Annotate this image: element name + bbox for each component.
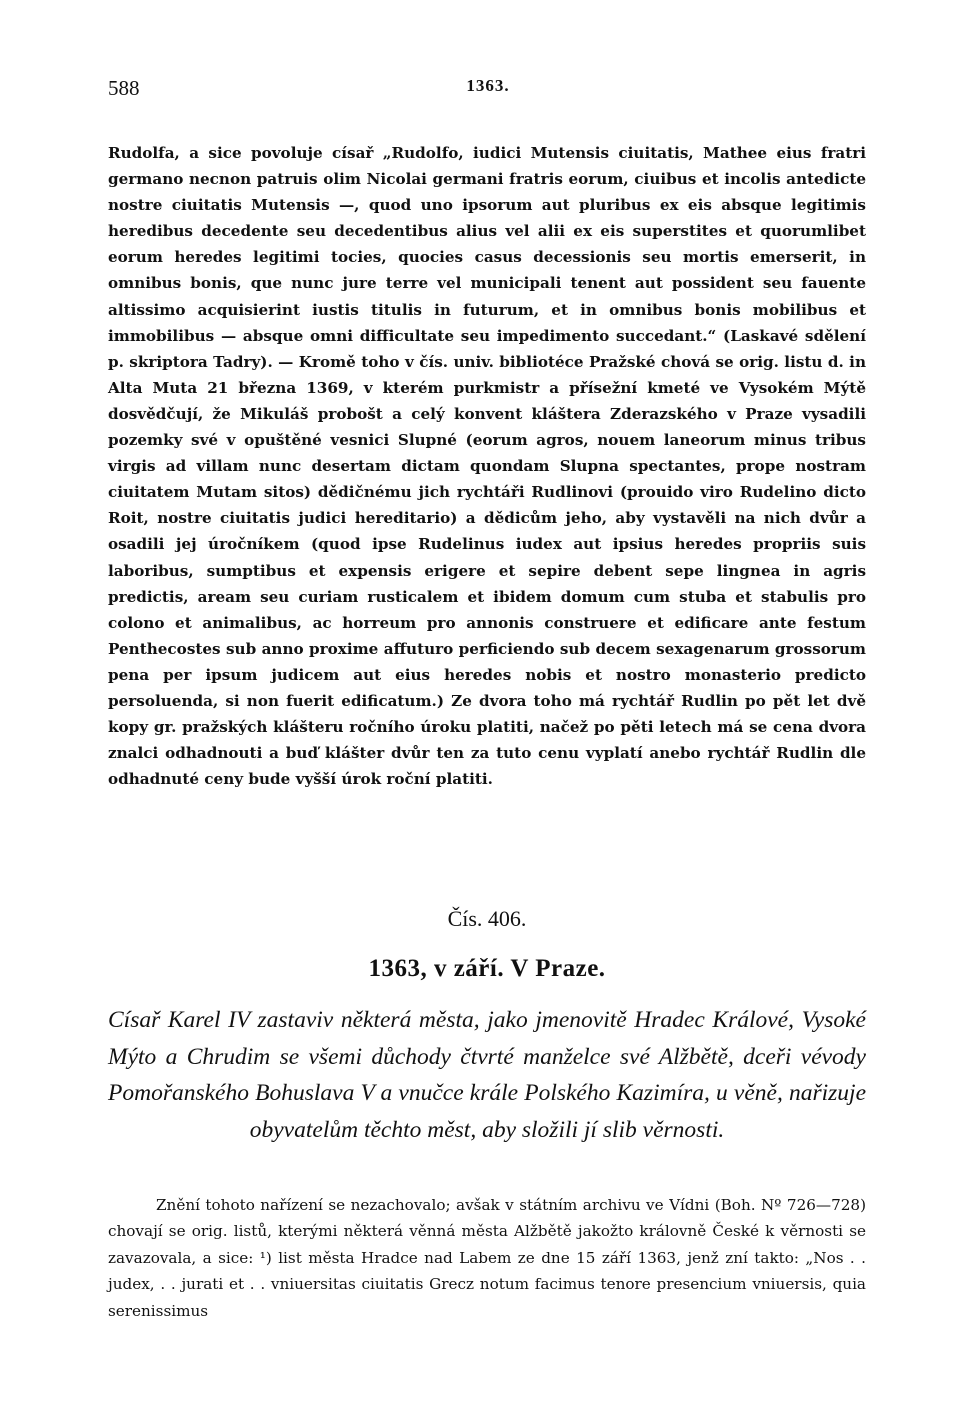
header-year: 1363.: [466, 76, 510, 95]
note-paragraph: Znění tohoto nařízení se nezachovalo; avšak v státním archivu ve Vídni (Boh. Nº 726—728) chovají se orig. listů, kterými některá věnná města Alžbětě jakožto královně České k věrnosti se zavazovala, a sice: ¹) list města Hradce nad Labem ze dne 15 září 1363, jenž zní takto: „Nos . . judex, . . jurati et . . vniuersitas ciuitatis Grecz notum facimus tenore presencium vniuersis, quia serenissimus: [108, 1196, 866, 1320]
running-header: [108, 76, 868, 106]
document-number: Čís. 406.: [447, 906, 527, 931]
body-paragraph: Rudolfa, a sice povoluje císař „Rudolfo, iudici Mutensis ciuitatis, Mathee eius fratri germano necnon patruis olim Nicolai germani fratris eorum, ciuibus et incolis antedicte nostre ciuitatis Mutensis —, quod uno ipsorum aut pluribus ex eis absque legitimis heredibus decedente seu decedentibus alius vel alii ex eis superstites et quorumlibet eorum heredes legitimi tocies, quocies casus decessionis seu mortis emerserit, in omnibus bonis, que nunc jure terre vel municipali tenent aut possident seu fauente altissimo acquisierint iustis titulis in futurum, et in omnibus bonis mobilibus et immobilibus — absque omni difficultate seu impedimento succedant.“ (Laskavé sdělení p. skriptora Tadry). — Kromě toho v čís. univ. bibliotéce Pražské chová se orig. listu d. in Alta Muta 21 března 1369, v kterém purkmistr a přísežní kmeté ve Vysokém Mýtě dosvědčují, že Mikuláš probošt a celý konvent kláštera Zderazského v Praze vysadili pozemky své v opuštěné vesnici Slupné (eorum agros, nouem laneorum minus tribus virgis ad villam nunc desertam dictam quondam Slupna spectantes, prope nostram ciuitatem Mutam sitos) dědičnému jich rychtáři Rudlinovi (prouido viro Rudelino dicto Roit, nostre ciuitatis judici hereditario) a dědicům jeho, aby vystavěli na nich dvůr a osadili jej úročníkem (quod ipse Rudelinus iudex aut ipsius heredes propriis suis laboribus, sumptibus et expensis erigere et sepire debent sepe lingnea in agris predictis, aream seu curiam rusticalem et ibidem domum cum stuba et stabulis pro colono et animalibus, ac horreum pro annonis construere et edificare ante festum Penthecostes sub anno proxime affuturo perficiendo sub decem sexagenarum grossorum pena per ipsum judicem aut eius heredes nobis et nostro monasterio predicto persoluenda, si non fuerit edificatum.) Ze dvora toho má rychtář Rudlin po pět let dvě kopy gr. pražských klášteru ročního úroku platiti, načež po pěti letech má se cena dvora znalci odhadnouti a buď klášter dvůr ten za tuto cenu vyplatí anebo rychtář Rudlin dle odhadnuté ceny bude vyšší úrok roční platiti.: [108, 144, 866, 789]
document-date-place: 1363, v září. V Praze.: [368, 955, 606, 982]
body-text: [108, 140, 866, 792]
document-regest: Císař Karel IV zastaviv některá města, jako jmenovitě Hradec Králové, Vysoké Mýto a Chrudim se všemi důchody čtvrté manželce své Alžbětě, dceři vévody Pomořanského Bohuslava V a vnučce krále Polského Kazimíra, u věně, nařizuje obyvatelům těchto měst, aby složili jí slib věrnosti.: [108, 1007, 866, 1143]
document-note: [108, 1192, 866, 1324]
page-number: 588: [108, 76, 140, 100]
